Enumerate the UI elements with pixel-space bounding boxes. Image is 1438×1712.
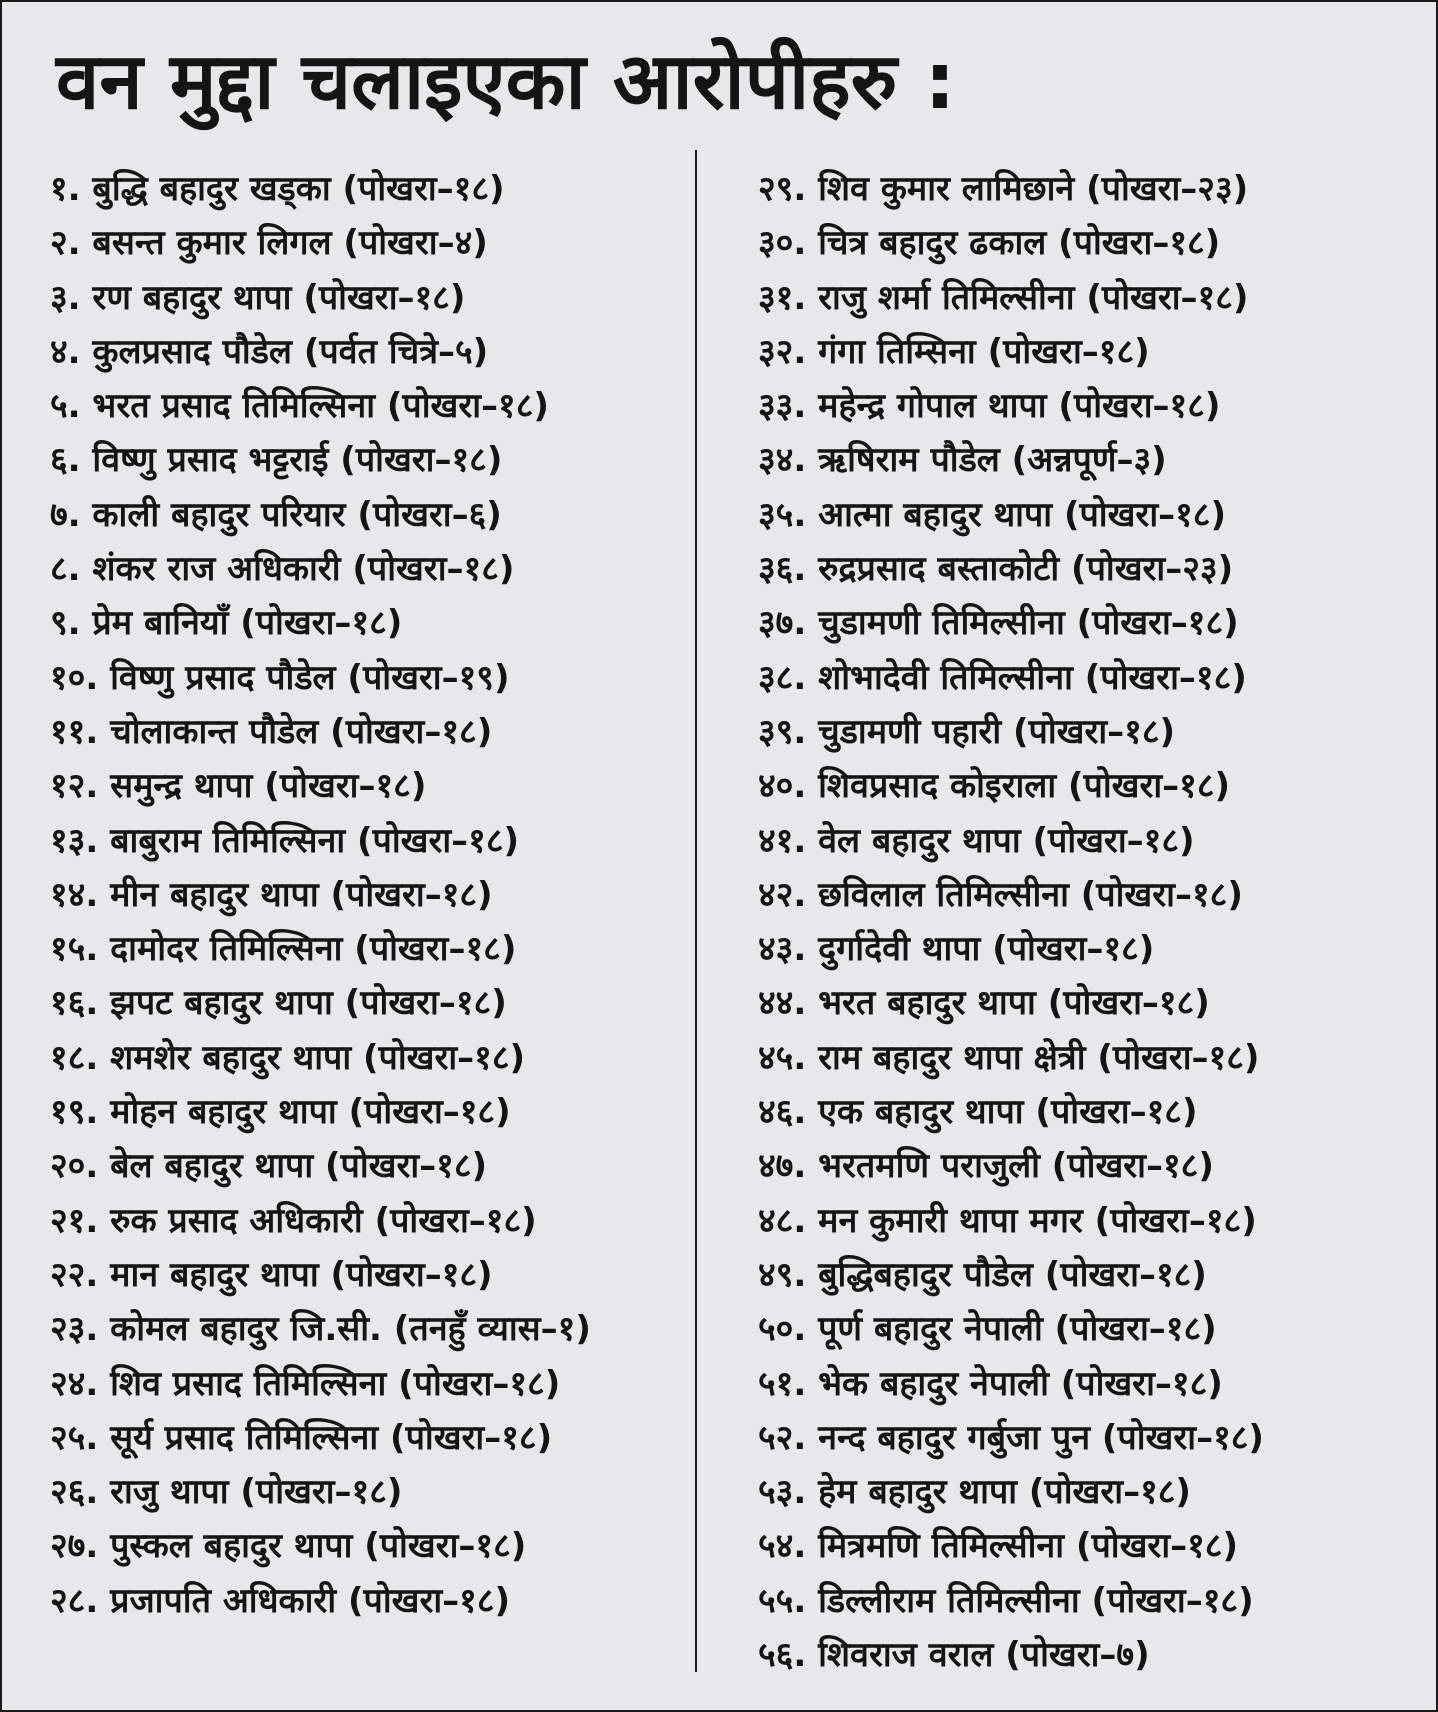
accused-entry: १४. मीन बहादुर थापा (पोखरा–१८) <box>50 874 493 915</box>
accused-entry: १८. शमशेर बहादुर थापा (पोखरा–१८) <box>50 1037 526 1078</box>
right-column-list <box>758 162 1428 1682</box>
accused-entry: १९. मोहन बहादुर थापा (पोखरा–१८) <box>50 1092 511 1133</box>
accused-entry: ५४. मित्रमणि तिमिल्सीना (पोखरा–१८) <box>758 1526 1239 1567</box>
accused-entry: ३७. चुडामणी तिमिल्सीना (पोखरा–१८) <box>758 603 1239 644</box>
left-column-list <box>50 162 690 1628</box>
accused-entry: ३३. महेन्द्र गोपाल थापा (पोखरा–१८) <box>758 386 1221 427</box>
accused-entry: ३९. चुडामणी पहारी (पोखरा–१८) <box>758 711 1176 752</box>
accused-entry: ७. काली बहादुर परियार (पोखरा–६) <box>50 494 502 535</box>
accused-entry: ५५. डिल्लीराम तिमिल्सीना (पोखरा–१८) <box>758 1580 1254 1621</box>
accused-entry: ४९. बुद्धिबहादुर पौडेल (पोखरा–१८) <box>758 1254 1207 1295</box>
accused-entry: १. बुद्धि बहादुर खड्का (पोखरा–१८) <box>50 169 505 209</box>
accused-entry: ४३. दुर्गादेवी थापा (पोखरा–१८) <box>758 929 1155 970</box>
accused-entry: ५१. भेक बहादुर नेपाली (पोखरा–१८) <box>758 1363 1223 1404</box>
accused-entry: २९. शिव कुमार लामिछाने (पोखरा–२३) <box>758 169 1249 209</box>
accused-entry: ५६. शिवराज वराल (पोखरा–७) <box>758 1635 1150 1676</box>
accused-entry: ३. रण बहादुर थापा (पोखरा–१८) <box>50 277 466 318</box>
accused-entry: ५०. पूर्ण बहादुर नेपाली (पोखरा–१८) <box>758 1309 1217 1350</box>
accused-entry: ३०. चित्र बहादुर ढकाल (पोखरा–१८) <box>758 223 1221 264</box>
accused-entry: ३४. ऋषिराम पौडेल (अन्नपूर्ण–३) <box>758 440 1167 481</box>
accused-entry: २५. सूर्य प्रसाद तिमिल्सिना (पोखरा–१८) <box>50 1417 553 1458</box>
accused-entry: २३. कोमल बहादुर जि.सी. (तनहुँ व्यास–१) <box>50 1309 591 1350</box>
accused-entry: २. बसन्त कुमार लिगल (पोखरा–४) <box>50 223 488 264</box>
accused-entry: ३२. गंगा तिम्सिना (पोखरा–१८) <box>758 331 1150 372</box>
accused-entry: २८. प्रजापति अधिकारी (पोखरा–१८) <box>50 1580 511 1621</box>
accused-entry: १२. समुन्द्र थापा (पोखरा–१८) <box>50 766 427 807</box>
accused-entry: २७. पुस्कल बहादुर थापा (पोखरा–१८) <box>50 1526 527 1567</box>
accused-entry: ५२. नन्द बहादुर गर्बुजा पुन (पोखरा–१८) <box>758 1417 1264 1458</box>
accused-entry: ४. कुलप्रसाद पौडेल (पर्वत चित्रे–५) <box>50 331 489 372</box>
accused-entry: ११. चोलाकान्त पौडेल (पोखरा–१८) <box>50 711 493 752</box>
accused-entry: ४४. भरत बहादुर थापा (पोखरा–१८) <box>758 983 1210 1024</box>
accused-entry: ६. विष्णु प्रसाद भट्टराई (पोखरा–१८) <box>50 440 503 481</box>
accused-entry: ४६. एक बहादुर थापा (पोखरा–१८) <box>758 1092 1198 1133</box>
accused-entry: ४७. भरतमणि पराजुली (पोखरा–१८) <box>758 1146 1214 1187</box>
accused-entry: ८. शंकर राज अधिकारी (पोखरा–१८) <box>50 549 515 590</box>
accused-entry: ४५. राम बहादुर थापा क्षेत्री (पोखरा–१८) <box>758 1037 1260 1078</box>
accused-entry: ४१. वेल बहादुर थापा (पोखरा–१८) <box>758 820 1195 861</box>
column-divider <box>695 150 697 1672</box>
accused-entry: ५३. हेम बहादुर थापा (पोखरा–१८) <box>758 1472 1191 1513</box>
accused-entry: २४. शिव प्रसाद तिमिल्सिना (पोखरा–१८) <box>50 1363 561 1404</box>
accused-entry: २१. रुक प्रसाद अधिकारी (पोखरा–१८) <box>50 1200 537 1241</box>
page-title: वन मुद्दा चलाइएका आरोपीहरु : <box>56 37 956 127</box>
accused-entry: १५. दामोदर तिमिल्सिना (पोखरा–१८) <box>50 929 517 970</box>
accused-entry: ५. भरत प्रसाद तिमिल्सिना (पोखरा–१८) <box>50 386 549 427</box>
accused-entry: ३६. रुद्रप्रसाद बस्ताकोटी (पोखरा–२३) <box>758 549 1234 590</box>
accused-entry: १६. झपट बहादुर थापा (पोखरा–१८) <box>50 983 507 1024</box>
accused-entry: ४०. शिवप्रसाद कोइराला (पोखरा–१८) <box>758 766 1231 807</box>
accused-entry: ९. प्रेम बानियाँ (पोखरा–१८) <box>50 603 403 644</box>
accused-entry: २२. मान बहादुर थापा (पोखरा–१८) <box>50 1254 493 1295</box>
accused-entry: ३१. राजु शर्मा तिमिल्सीना (पोखरा–१८) <box>758 277 1249 318</box>
accused-entry: ४२. छविलाल तिमिल्सीना (पोखरा–१८) <box>758 874 1243 915</box>
accused-entry: २६. राजु थापा (पोखरा–१८) <box>50 1472 403 1513</box>
accused-entry: १०. विष्णु प्रसाद पौडेल (पोखरा–१९) <box>50 657 510 698</box>
accused-entry: ३८. शोभादेवी तिमिल्सीना (पोखरा–१८) <box>758 657 1247 698</box>
accused-entry: ३५. आत्मा बहादुर थापा (पोखरा–१८) <box>758 494 1227 535</box>
accused-entry: २०. बेल बहादुर थापा (पोखरा–१८) <box>50 1146 488 1187</box>
accused-entry: १३. बाबुराम तिमिल्सिना (पोखरा–१८) <box>50 820 520 861</box>
accused-entry: ४८. मन कुमारी थापा मगर (पोखरा–१८) <box>758 1200 1257 1241</box>
